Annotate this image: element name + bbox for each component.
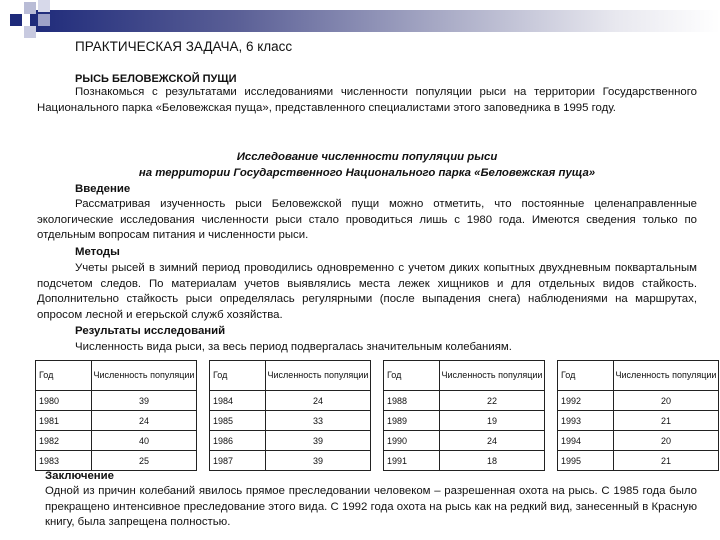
column-gap xyxy=(371,411,384,431)
cell-count: 24 xyxy=(440,431,545,451)
header-year: Год xyxy=(558,361,614,391)
column-gap xyxy=(545,361,558,391)
table-row xyxy=(36,391,719,411)
cell-count: 24 xyxy=(266,391,371,411)
column-gap xyxy=(545,391,558,411)
decor-square xyxy=(38,0,50,12)
cell-count: 39 xyxy=(266,431,371,451)
header-year: Год xyxy=(36,361,92,391)
cell-year: 1985 xyxy=(210,411,266,431)
decor-square xyxy=(38,14,50,26)
decor-square xyxy=(24,26,36,38)
methods-text: Учеты рысей в зимний период проводились одновременно с учетом диких копытных двухдневным поквартальным подсчетом следов. По материалам учетов выявлялись места лежек хищников и для отдельных видов стайкость. Дополнительно стайкость рыси определялась регулярными (после выпадения снега) наблюдениями на маршрутах, опросом лесной и егерьской служб хозяйства. xyxy=(37,262,697,321)
header-gradient-bar xyxy=(30,10,720,32)
header-count: Численность популяции xyxy=(440,361,545,391)
cell-count: 39 xyxy=(92,391,197,411)
results-text: Численность вида рыси, за весь период подвергалась значительным колебаниям. xyxy=(75,341,512,353)
cell-year: 1988 xyxy=(384,391,440,411)
cell-year: 1980 xyxy=(36,391,92,411)
column-gap xyxy=(197,411,210,431)
cell-year: 1987 xyxy=(210,451,266,471)
column-gap xyxy=(197,391,210,411)
cell-count: 21 xyxy=(614,411,719,431)
cell-count: 20 xyxy=(614,431,719,451)
column-gap xyxy=(545,451,558,471)
table-row xyxy=(36,411,719,431)
column-gap xyxy=(371,361,384,391)
page-title: ПРАКТИЧЕСКАЯ ЗАДАЧА, 6 класс xyxy=(75,39,293,54)
cell-year: 1983 xyxy=(36,451,92,471)
cell-count: 40 xyxy=(92,431,197,451)
conclusion-heading: Заключение xyxy=(45,470,115,482)
column-gap xyxy=(197,451,210,471)
header-year: Год xyxy=(384,361,440,391)
decor-square xyxy=(24,2,36,14)
cell-year: 1992 xyxy=(558,391,614,411)
cell-count: 39 xyxy=(266,451,371,471)
header-count: Численность популяции xyxy=(614,361,719,391)
intro-heading: Введение xyxy=(75,183,131,195)
study-title-2: на территории Государственного Национального парка «Беловежская пуща» xyxy=(138,167,596,179)
header-count: Численность популяции xyxy=(92,361,197,391)
table-row xyxy=(36,431,719,451)
subtitle: РЫСЬ БЕЛОВЕЖСКОЙ ПУЩИ xyxy=(75,73,237,85)
column-gap xyxy=(371,451,384,471)
cell-year: 1994 xyxy=(558,431,614,451)
cell-year: 1993 xyxy=(558,411,614,431)
cell-count: 20 xyxy=(614,391,719,411)
cell-year: 1991 xyxy=(384,451,440,471)
column-gap xyxy=(371,431,384,451)
cell-year: 1982 xyxy=(36,431,92,451)
column-gap xyxy=(545,411,558,431)
decor-square xyxy=(10,14,22,26)
table-header-row xyxy=(36,361,719,391)
cell-year: 1986 xyxy=(210,431,266,451)
study-title-1: Исследование численности популяции рыси xyxy=(236,151,498,163)
cell-count: 33 xyxy=(266,411,371,431)
conclusion-text: Одной из причин колебаний явилось прямое преследовании человеком – разрешенная охота на рысь. С 1985 года было прекращено интенсивное преследование этого вида. С 1992 года охота на рысь как на редкий вид, занесенный в Красную книгу, была запрещена полностью. xyxy=(45,485,697,529)
cell-count: 18 xyxy=(440,451,545,471)
methods-heading: Методы xyxy=(75,246,120,258)
cell-count: 19 xyxy=(440,411,545,431)
cell-year: 1981 xyxy=(36,411,92,431)
cell-count: 24 xyxy=(92,411,197,431)
intro-text: Рассматривая изученность рыси Беловежской пущи можно отметить, что постоянные целенаправленные экологические исследования численности рыси стало проводиться лишь с 1980 года. Имеются сведения только по отдельным вопросам питания и численности рыси. xyxy=(37,198,697,242)
header-year: Год xyxy=(210,361,266,391)
cell-year: 1995 xyxy=(558,451,614,471)
population-table xyxy=(35,360,719,471)
results-heading: Результаты исследований xyxy=(75,325,226,337)
cell-count: 21 xyxy=(614,451,719,471)
intro-paragraph: Познакомься с результатами исследованиями численности популяции рыси на территории Государственного Национального парка «Беловежская пуща», представленного специалистами этого заповедника в 1995 году. xyxy=(37,86,697,114)
column-gap xyxy=(197,431,210,451)
column-gap xyxy=(545,431,558,451)
table-row xyxy=(36,451,719,471)
cell-count: 25 xyxy=(92,451,197,471)
column-gap xyxy=(197,361,210,391)
column-gap xyxy=(371,391,384,411)
cell-year: 1984 xyxy=(210,391,266,411)
cell-year: 1990 xyxy=(384,431,440,451)
header-count: Численность популяции xyxy=(266,361,371,391)
cell-count: 22 xyxy=(440,391,545,411)
cell-year: 1989 xyxy=(384,411,440,431)
